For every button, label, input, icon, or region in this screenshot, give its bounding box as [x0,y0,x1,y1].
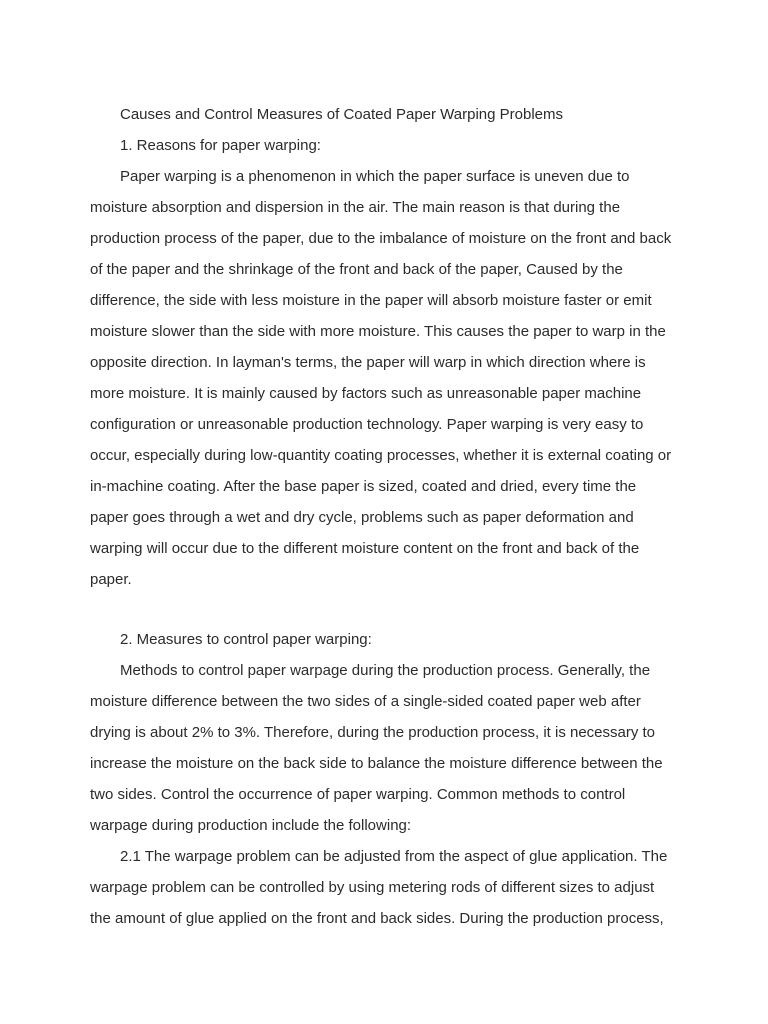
section-2-1-paragraph: 2.1 The warpage problem can be adjusted from the aspect of glue application. The warpage problem can be controlled by using metering rods of different sizes to adjust the amount of glue applied on the front and back sides. During the production process, [90,848,668,927]
section-2-paragraph: Methods to control paper warpage during the production process. Generally, the moisture difference between the two sides of a single-sided coated paper web after drying is about 2% to 3%. Therefore, during the production process, it is necessary to increase the moisture on the back side to balance the moisture difference between the two sides. Control the occurrence of paper warping. Common methods to control warpage during production include the following: [90,662,663,834]
document-title: Causes and Control Measures of Coated Paper Warping Problems [120,106,563,123]
section-1-heading: 1. Reasons for paper warping: [120,137,321,154]
paragraph-spacer [90,595,678,624]
section-2-heading: 2. Measures to control paper warping: [120,631,372,648]
document-body [90,99,678,934]
section-1-paragraph: Paper warping is a phenomenon in which the paper surface is uneven due to moisture absorption and dispersion in the air. The main reason is that during the production process of the paper, due to the imbalance of moisture on the front and back of the paper and the shrinkage of the front and back of the paper, Caused by the difference, the side with less moisture in the paper will absorb moisture faster or emit moisture slower than the side with more moisture. This causes the paper to warp in the opposite direction. In layman's terms, the paper will warp in which direction where is more moisture. It is mainly caused by factors such as unreasonable paper machine configuration or unreasonable production technology. Paper warping is very easy to occur, especially during low-quantity coating processes, whether it is external coating or in-machine coating. After the base paper is sized, coated and dried, every time the paper goes through a wet and dry cycle, problems such as paper deformation and warping will occur due to the different moisture content on the front and back of the paper. [90,168,672,588]
